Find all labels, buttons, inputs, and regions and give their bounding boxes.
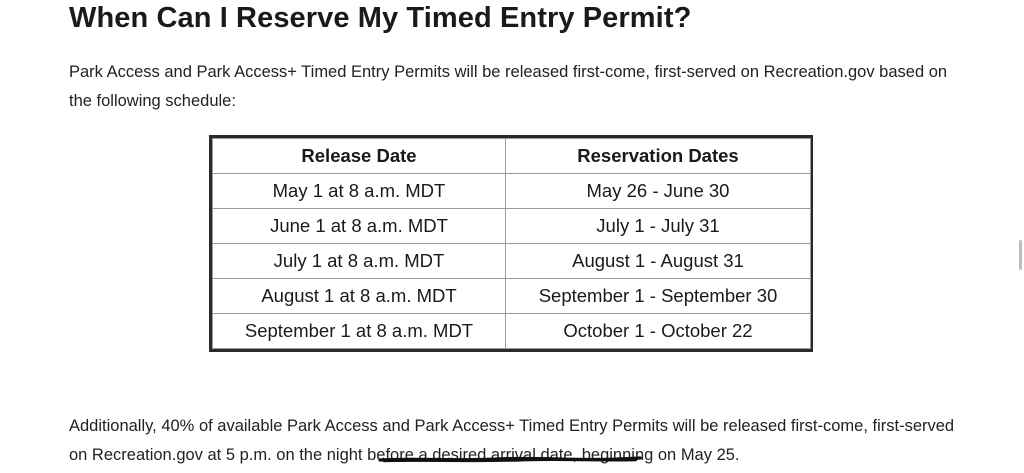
reservation-dates-cell: September 1 - September 30: [506, 279, 811, 314]
release-date-cell: May 1 at 8 a.m. MDT: [213, 174, 506, 209]
additional-paragraph: Additionally, 40% of available Park Access and Park Access+ Timed Entry Permits will be released first-come, first-served on Recreation.gov at 5 p.m. on the night before a desired arrival date, beginning on May 25.: [69, 417, 955, 464]
release-date-cell: September 1 at 8 a.m. MDT: [213, 314, 506, 349]
schedule-table: [212, 138, 811, 349]
release-date-cell: June 1 at 8 a.m. MDT: [213, 209, 506, 244]
table-row: [213, 209, 811, 244]
scrollbar-thumb[interactable]: [1019, 240, 1022, 270]
reservation-dates-cell: October 1 - October 22: [506, 314, 811, 349]
page-title: When Can I Reserve My Timed Entry Permit?: [69, 2, 692, 34]
schedule-table-container: [209, 135, 813, 352]
table-row: [213, 314, 811, 349]
release-date-cell: August 1 at 8 a.m. MDT: [213, 279, 506, 314]
table-row: [213, 244, 811, 279]
header-release-date: Release Date: [213, 139, 506, 174]
release-date-cell: July 1 at 8 a.m. MDT: [213, 244, 506, 279]
intro-paragraph: Park Access and Park Access+ Timed Entry Permits will be released first-come, first-served on Recreation.gov based on the following schedule:: [69, 63, 948, 110]
reservation-dates-cell: August 1 - August 31: [506, 244, 811, 279]
table-header-row: [213, 139, 811, 174]
table-row: [213, 174, 811, 209]
reservation-dates-cell: July 1 - July 31: [506, 209, 811, 244]
header-reservation-dates: Reservation Dates: [506, 139, 811, 174]
reservation-dates-cell: May 26 - June 30: [506, 174, 811, 209]
table-row: [213, 279, 811, 314]
